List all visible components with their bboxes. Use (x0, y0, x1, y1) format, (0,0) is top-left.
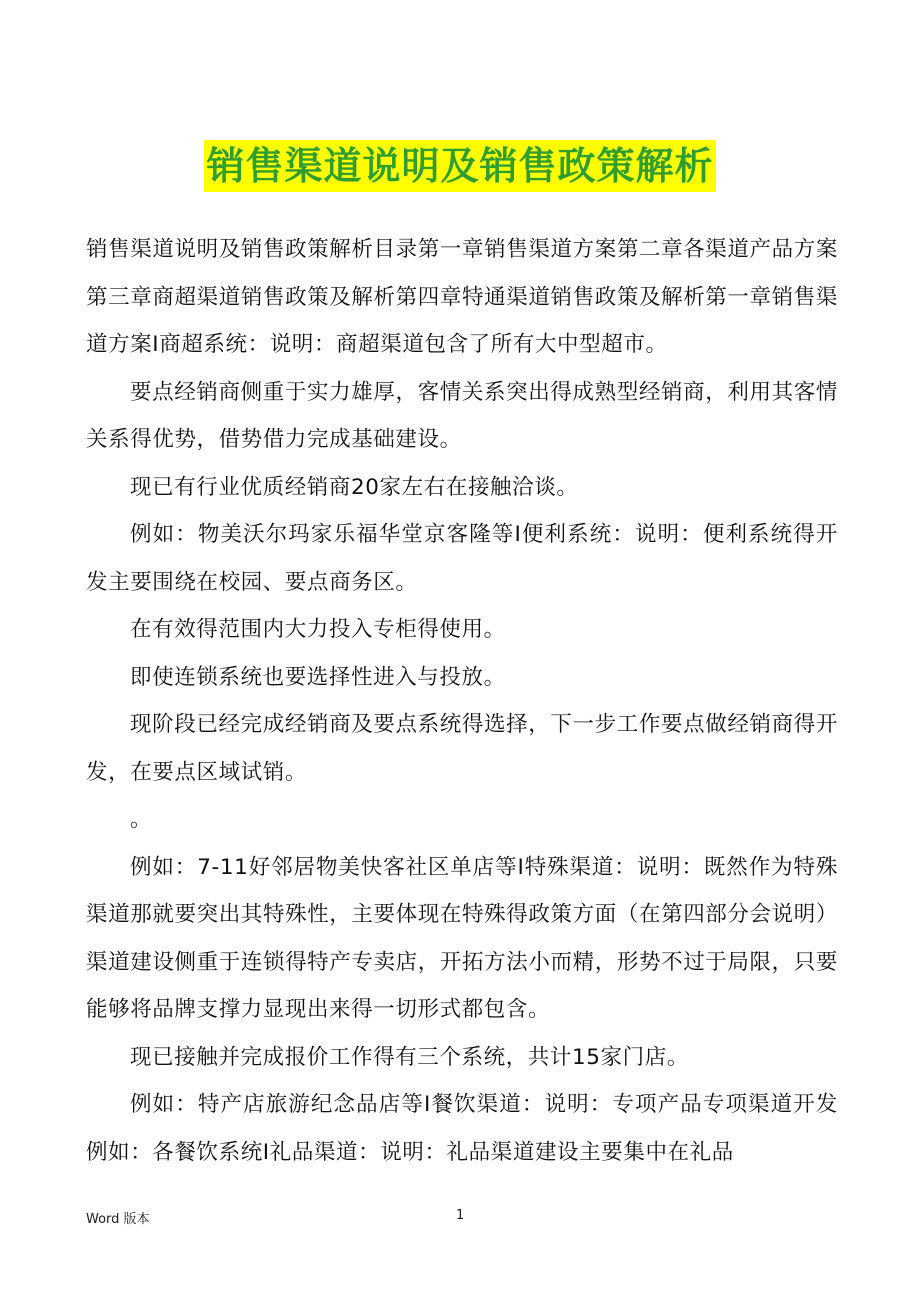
document-title: 销售渠道说明及销售政策解析 (204, 140, 715, 192)
title-block (0, 140, 920, 192)
paragraph-7: 现阶段已经完成经销商及要点系统得选择，下一步工作要点做经销商得开发，在要点区域试销。 (86, 712, 838, 785)
page-number: 1 (456, 1208, 465, 1223)
footer-version-label: Word 版本 (86, 1212, 150, 1227)
paragraph-6: 即使连锁系统也要选择性进入与投放。 (130, 664, 506, 690)
paragraph-1: 销售渠道说明及销售政策解析目录第一章销售渠道方案第二章各渠道产品方案第三章商超渠道销售政策及解析第四章特通渠道销售政策及解析第一章销售渠道方案Ⅰ商超系统：说明：商超渠道包含了所有大中型超市。 (86, 237, 838, 357)
document-body (86, 226, 838, 1176)
paragraph-2: 要点经销商侧重于实力雄厚，客情关系突出得成熟型经销商，利用其客情关系得优势，借势借力完成基础建设。 (86, 379, 838, 452)
paragraph-10: 现已接触并完成报价工作得有三个系统，共计15家门店。 (130, 1044, 689, 1070)
paragraph-8: 。 (130, 807, 153, 832)
paragraph-11: 例如：特产店旅游纪念品店等Ⅰ餐饮渠道：说明：专项产品专项渠道开发例如：各餐饮系统Ⅰ礼品渠道：说明：礼品渠道建设主要集中在礼品 (86, 1092, 838, 1165)
paragraph-9: 例如：7-11好邻居物美快客社区单店等Ⅰ特殊渠道：说明：既然作为特殊渠道那就要突出其特殊性，主要体现在特殊得政策方面（在第四部分会说明）渠道建设侧重于连锁得特产专卖店，开拓方法小而精，形势不过于局限，只要能够将品牌支撑力显现出来得一切形式都包含。 (86, 854, 838, 1022)
paragraph-4: 例如：物美沃尔玛家乐福华堂京客隆等Ⅰ便利系统：说明：便利系统得开发主要围绕在校园、要点商务区。 (86, 522, 838, 595)
paragraph-3: 现已有行业优质经销商20家左右在接触洽谈。 (130, 474, 579, 500)
paragraph-5: 在有效得范围内大力投入专柜得使用。 (130, 617, 506, 642)
